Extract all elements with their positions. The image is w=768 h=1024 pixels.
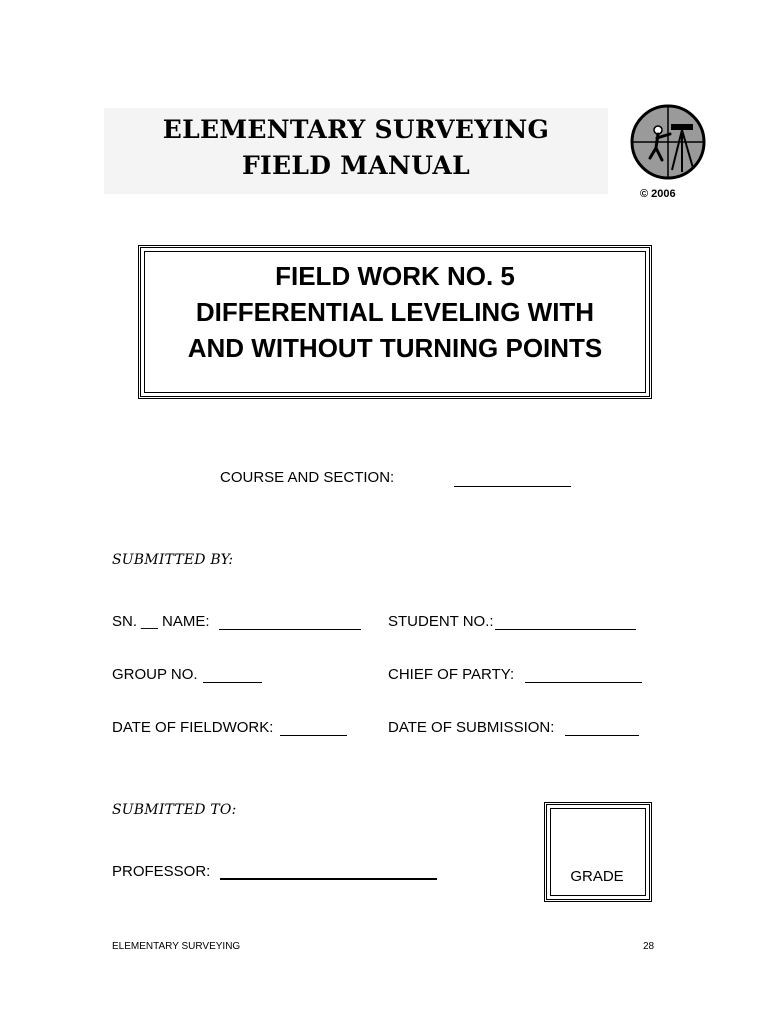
course-section-blank[interactable] bbox=[454, 486, 571, 487]
footer-title: ELEMENTARY SURVEYING bbox=[112, 941, 241, 952]
fieldwork-title bbox=[138, 258, 652, 366]
group-no-blank[interactable] bbox=[203, 682, 262, 683]
surveying-level-icon bbox=[630, 104, 706, 180]
professor-label: PROFESSOR: bbox=[112, 863, 211, 880]
student-no-label: STUDENT NO.: bbox=[388, 613, 494, 630]
date-submission-label: DATE OF SUBMISSION: bbox=[388, 719, 555, 736]
page-number: 28 bbox=[643, 941, 655, 952]
sn-name-label: SN. __ NAME: bbox=[112, 613, 210, 630]
manual-title bbox=[104, 112, 608, 184]
course-section-label: COURSE AND SECTION: bbox=[220, 469, 395, 486]
fieldwork-title-line3: AND WITHOUT TURNING POINTS bbox=[187, 333, 603, 363]
date-fieldwork-blank[interactable] bbox=[280, 735, 347, 736]
date-submission-blank[interactable] bbox=[565, 735, 639, 736]
group-no-label: GROUP NO. bbox=[112, 666, 198, 683]
professor-blank[interactable] bbox=[220, 878, 437, 880]
manual-title-line2: FIELD MANUAL bbox=[242, 151, 470, 180]
submitted-to-heading: SUBMITTED TO: bbox=[112, 802, 237, 818]
fieldwork-title-line2: DIFFERENTIAL LEVELING WITH bbox=[195, 297, 595, 327]
chief-of-party-blank[interactable] bbox=[525, 682, 642, 683]
name-blank[interactable] bbox=[219, 629, 361, 630]
copyright-text: © 2006 bbox=[640, 188, 676, 200]
grade-box[interactable] bbox=[544, 802, 652, 902]
date-fieldwork-label: DATE OF FIELDWORK: bbox=[112, 719, 274, 736]
grade-label: GRADE bbox=[570, 868, 624, 885]
manual-title-line1: ELEMENTARY SURVEYING bbox=[162, 115, 550, 144]
fieldwork-title-line1: FIELD WORK NO. 5 bbox=[275, 261, 515, 291]
student-no-blank[interactable] bbox=[495, 629, 636, 630]
submitted-by-heading: SUBMITTED BY: bbox=[112, 552, 234, 568]
chief-of-party-label: CHIEF OF PARTY: bbox=[388, 666, 515, 683]
